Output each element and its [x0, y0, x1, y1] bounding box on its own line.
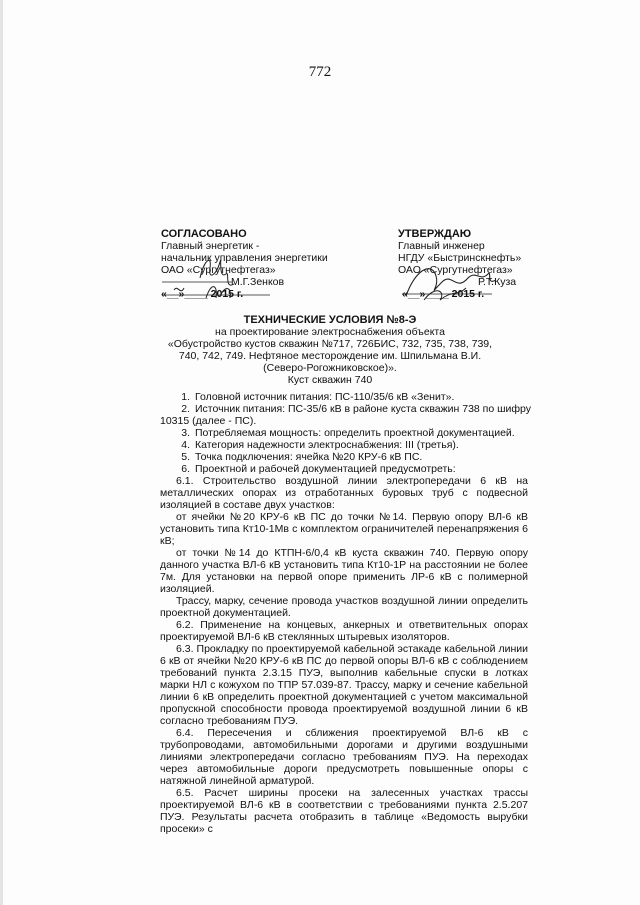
list-item: 2. Источник питания: ПС-35/6 кВ в районе куста скважин 738 по шифру [181, 403, 532, 415]
paragraph-6-4: 6.4. Пересечения и сближения проектируемой ВЛ-6 кВ с трубопроводами, автомобильными дорогами и другими воздушными линиями электропередачи согласно требованиям ПУЭ. На переходах через автомобильные дороги предусмотреть повышенные опоры с натяжной линейной арматурой. [160, 727, 528, 787]
paragraph-6-3: 6.3. Прокладку по проектируемой кабельной эстакаде кабельной линии 6 кВ от ячейки №20 КРУ-6 кВ ПС до первой опоры ВЛ-6 кВ с соблюдением требований пункта 2.3.15 ПУЭ, выполнив кабельные спуски в лотках марки НЛ с кожухом по ТПР 57.039-87. Трассу, марку и сечение кабельной линии 6 кВ определить проектной документацией с учетом максимальной пропускной способности провода проектируемой воздушной линии 6 кВ согласно требованиям ПУЭ. [160, 643, 528, 727]
paragraph-6-1-c: Трассу, марку, сечение провода участков воздушной линии определить проектной документацией. [160, 595, 528, 619]
list-item: 5. Точка подключения: ячейка №20 КРУ-6 кВ ПС. [181, 451, 423, 463]
paragraph-6-1-a: от ячейки №20 КРУ-6 кВ ПС до точки №14. Первую опору ВЛ-6 кВ установить типа Кт10-1Мв с комплектом ограничителей перенапряжения 6 кВ; [160, 511, 528, 547]
list-item: 6. Проектной и рабочей документацией предусмотреть: [181, 463, 456, 475]
approval-left-signer: М.Г.Зенков [231, 276, 285, 288]
title-line1: ТЕХНИЧЕСКИЕ УСЛОВИЯ №8-Э [243, 314, 417, 326]
approval-right-date: «__»____ 2015 г. [402, 288, 485, 300]
numbered-list [160, 391, 532, 475]
approval-left-heading: СОГЛАСОВАНО [161, 228, 247, 240]
list-item: 10315 (далее - ПС). [160, 415, 257, 427]
paragraph-6-5: 6.5. Расчет ширины просеки на залесенных участках трассы проектируемой ВЛ-6 кВ в соответствии с требованиями пункта 2.5.207 ПУЭ. Результаты расчета отобразить в таблице «Ведомость вырубки просеки» с [160, 787, 528, 835]
title-line6: Куст скважин 740 [287, 374, 373, 386]
approval-right-heading: УТВЕРЖДАЮ [398, 228, 472, 240]
title-line3: «Обустройство кустов скважин №717, 726БИС, 732, 735, 738, 739, [167, 338, 493, 350]
document-body [160, 391, 532, 835]
approval-right-line3: ОАО «Сургутнефтегаз» [398, 264, 513, 276]
list-item: 1. Головной источник питания: ПС-110/35/6 кВ «Зенит». [181, 391, 455, 403]
scan-edge [0, 0, 3, 905]
page-number: 772 [308, 64, 332, 80]
approval-left-line2: начальник управления энергетики [161, 252, 328, 264]
list-item: 3. Потребляемая мощность: определить проектной документацией. [181, 427, 515, 439]
title-line2: на проектирование электроснабжения объекта [215, 326, 445, 338]
title-line4: 740, 742, 749. Нефтяное месторождение им. Шпильмана В.И. [178, 350, 482, 362]
approval-left-date: «__»____ 2015 г. [161, 288, 244, 300]
list-item: 4. Категория надежности электроснабжения: III (третья). [181, 439, 459, 451]
approval-right-signer: Р.Т.Куза [478, 276, 517, 288]
paragraph-6-1-b: от точки №14 до КТПН-6/0,4 кВ куста скважин 740. Первую опору данного участка ВЛ-6 кВ установить типа Кт10-1Р на расстоянии не более 7м. Для установки на первой опоре применить ЛР-6 кВ с полимерной изоляцией. [160, 547, 528, 595]
paragraph-6-1: 6.1. Строительство воздушной линии электропередачи 6 кВ на металлических опорах из отработанных буровых труб с подвесной изоляцией в составе двух участков: [160, 475, 528, 511]
signature-left [160, 250, 310, 302]
approval-right-line1: Главный инженер [398, 240, 485, 252]
approval-left-line3: ОАО «Сургутнефтегаз» [161, 264, 276, 276]
approval-right-line2: НГДУ «Быстринскнефть» [398, 252, 522, 264]
signature-right [396, 262, 526, 304]
approval-left-line1: Главный энергетик - [161, 240, 260, 252]
paragraph-6-2: 6.2. Применение на концевых, анкерных и ответвительных опорах проектируемой ВЛ-6 кВ стеклянных штыревых изоляторов. [160, 619, 528, 643]
document-title [120, 314, 540, 386]
title-line5: (Северо-Рогожниковское)». [263, 362, 397, 374]
